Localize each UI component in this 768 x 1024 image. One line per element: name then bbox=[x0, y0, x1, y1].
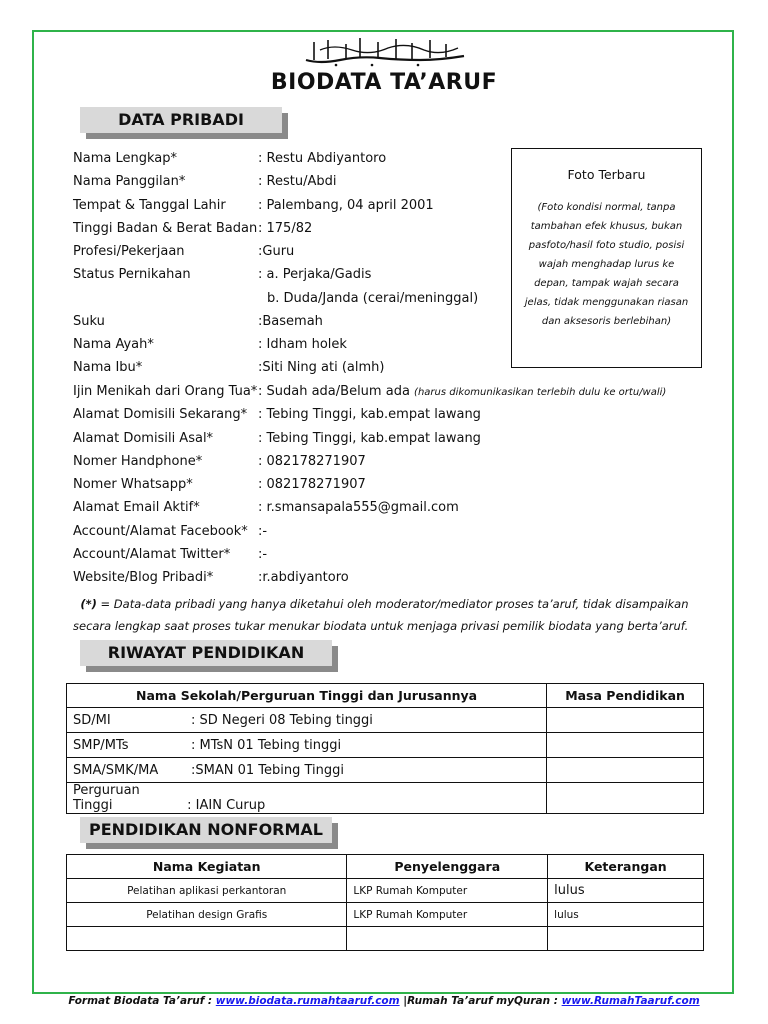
status-cell: lulus bbox=[548, 903, 704, 927]
level-label: Perguruan Tinggi bbox=[73, 783, 140, 813]
field-note: (harus dikomunikasikan terlebih dulu ke ortu/wali) bbox=[414, 387, 667, 398]
field-value: :- bbox=[258, 547, 268, 562]
field-value: :r.abdiyantoro bbox=[258, 570, 349, 585]
school-cell bbox=[67, 708, 547, 733]
column-header: Masa Pendidikan bbox=[547, 684, 704, 708]
column-header: Nama Sekolah/Perguruan Tinggi dan Jurusannya bbox=[67, 684, 547, 708]
field-value: : Palembang, 04 april 2001 bbox=[258, 198, 434, 213]
level-label: SD/MI bbox=[73, 712, 111, 728]
field-label: Website/Blog Pribadi* bbox=[73, 570, 214, 585]
level-label: SMA/SMK/MA bbox=[73, 762, 159, 778]
activity-cell: Pelatihan aplikasi perkantoran bbox=[67, 879, 347, 903]
field-label: Nama Panggilan* bbox=[73, 174, 186, 189]
field-label: Alamat Email Aktif* bbox=[73, 500, 200, 515]
section-title: RIWAYAT PENDIDIKAN bbox=[80, 640, 332, 666]
bismillah-calligraphy bbox=[300, 34, 470, 68]
table-row bbox=[67, 927, 704, 951]
section-heading-riwayat-pendidikan bbox=[80, 640, 332, 666]
organizer-cell: LKP Rumah Komputer bbox=[347, 879, 548, 903]
rumahtaaruf-link[interactable]: www.RumahTaaruf.com bbox=[561, 995, 700, 1007]
field-value: : Sudah ada/Belum ada (harus dikomunikasikan terlebih dulu ke ortu/wali) bbox=[258, 384, 667, 399]
footer-middle: |Rumah Ta’aruf myQuran : bbox=[399, 995, 562, 1007]
field-label: Suku bbox=[73, 314, 105, 329]
period-cell bbox=[547, 733, 704, 758]
activity-cell: Pelatihan design Grafis bbox=[67, 903, 347, 927]
table-row bbox=[67, 733, 704, 758]
section-heading-data-pribadi bbox=[80, 107, 282, 133]
field-value: : Tebing Tinggi, kab.empat lawang bbox=[258, 431, 481, 446]
field-value: : 082178271907 bbox=[258, 477, 366, 492]
column-header: Nama Kegiatan bbox=[67, 855, 347, 879]
field-value: : Restu Abdiyantoro bbox=[258, 151, 387, 166]
field-label: Nama Lengkap* bbox=[73, 151, 177, 166]
section-heading-pendidikan-nonformal bbox=[80, 817, 332, 843]
education-table bbox=[66, 683, 704, 814]
photo-placeholder bbox=[511, 148, 702, 368]
school-name: : SD Negeri 08 Tebing tinggi bbox=[191, 712, 373, 728]
level-label: SMP/MTs bbox=[73, 737, 129, 753]
field-value: : r.smansapala555@gmail.com bbox=[258, 500, 459, 515]
school-cell bbox=[67, 733, 547, 758]
table-header-row bbox=[67, 684, 704, 708]
field-label: Account/Alamat Facebook* bbox=[73, 524, 248, 539]
school-name: :SMAN 01 Tebing Tinggi bbox=[191, 762, 344, 778]
school-name: : MTsN 01 Tebing tinggi bbox=[191, 737, 342, 753]
field-label: Nomer Handphone* bbox=[73, 454, 203, 469]
field-label: Tinggi Badan & Berat Badan bbox=[73, 221, 258, 236]
field-value: : Tebing Tinggi, kab.empat lawang bbox=[258, 407, 481, 422]
organizer-cell bbox=[347, 927, 548, 951]
field-value: : 175/82 bbox=[258, 221, 313, 236]
field-value: :Basemah bbox=[258, 314, 323, 329]
table-row bbox=[67, 879, 704, 903]
section-title: PENDIDIKAN NONFORMAL bbox=[80, 817, 332, 843]
field-label: Nama Ibu* bbox=[73, 360, 143, 375]
page-footer bbox=[0, 995, 768, 1007]
activity-cell bbox=[67, 927, 347, 951]
field-value: : Restu/Abdi bbox=[258, 174, 337, 189]
biodata-link[interactable]: www.biodata.rumahtaaruf.com bbox=[215, 995, 400, 1007]
field-label: Tempat & Tanggal Lahir bbox=[73, 198, 226, 213]
nonformal-table bbox=[66, 854, 704, 951]
field-label: Nama Ayah* bbox=[73, 337, 154, 352]
table-row bbox=[67, 758, 704, 783]
table-row bbox=[67, 708, 704, 733]
field-value: :Guru bbox=[258, 244, 295, 259]
field-label: Nomer Whatsapp* bbox=[73, 477, 193, 492]
field-value: : 082178271907 bbox=[258, 454, 366, 469]
school-cell bbox=[67, 758, 547, 783]
document-title: BIODATA TA’ARUF bbox=[270, 70, 498, 95]
field-value: :Siti Ning ati (almh) bbox=[258, 360, 385, 375]
privacy-footnote bbox=[73, 593, 713, 637]
field-value: b. Duda/Janda (cerai/meninggal) bbox=[267, 291, 479, 306]
footnote-marker: (*) bbox=[80, 597, 97, 611]
field-label: Ijin Menikah dari Orang Tua* bbox=[73, 384, 258, 399]
field-label: Status Pernikahan bbox=[73, 267, 191, 282]
school-cell bbox=[67, 783, 547, 814]
photo-title: Foto Terbaru bbox=[567, 167, 646, 182]
field-value: : Idham holek bbox=[258, 337, 347, 352]
field-label: Profesi/Pekerjaan bbox=[73, 244, 185, 259]
field-label: Alamat Domisili Asal* bbox=[73, 431, 214, 446]
column-header: Penyelenggara bbox=[347, 855, 548, 879]
footer-prefix: Format Biodata Ta’aruf : bbox=[68, 995, 216, 1007]
school-name: : IAIN Curup bbox=[183, 798, 266, 813]
table-header-row bbox=[67, 855, 704, 879]
section-title: DATA PRIBADI bbox=[80, 107, 282, 133]
field-label: Alamat Domisili Sekarang* bbox=[73, 407, 248, 422]
column-header: Keterangan bbox=[548, 855, 704, 879]
table-row bbox=[67, 903, 704, 927]
period-cell bbox=[547, 783, 704, 814]
status-cell: lulus bbox=[548, 879, 704, 903]
period-cell bbox=[547, 758, 704, 783]
organizer-cell: LKP Rumah Komputer bbox=[347, 903, 548, 927]
field-value: : a. Perjaka/Gadis bbox=[258, 267, 372, 282]
footnote-text: = Data-data pribadi yang hanya diketahui oleh moderator/mediator proses ta’aruf, tidak disampaikan secara lengkap saat proses tukar menukar biodata untuk menjaga privasi pemilik biodata yang berta’aruf. bbox=[73, 597, 689, 633]
table-row bbox=[67, 783, 704, 814]
field-value: :- bbox=[258, 524, 268, 539]
status-cell bbox=[548, 927, 704, 951]
period-cell bbox=[547, 708, 704, 733]
field-label: Account/Alamat Twitter* bbox=[73, 547, 231, 562]
photo-description: (Foto kondisi normal, tanpa tambahan efek khusus, bukan pasfoto/hasil foto studio, posisi wajah menghadap lurus ke depan, tampak wajah secara jelas, tidak menggunakan riasan dan aksesoris berlebihan) bbox=[524, 202, 689, 327]
